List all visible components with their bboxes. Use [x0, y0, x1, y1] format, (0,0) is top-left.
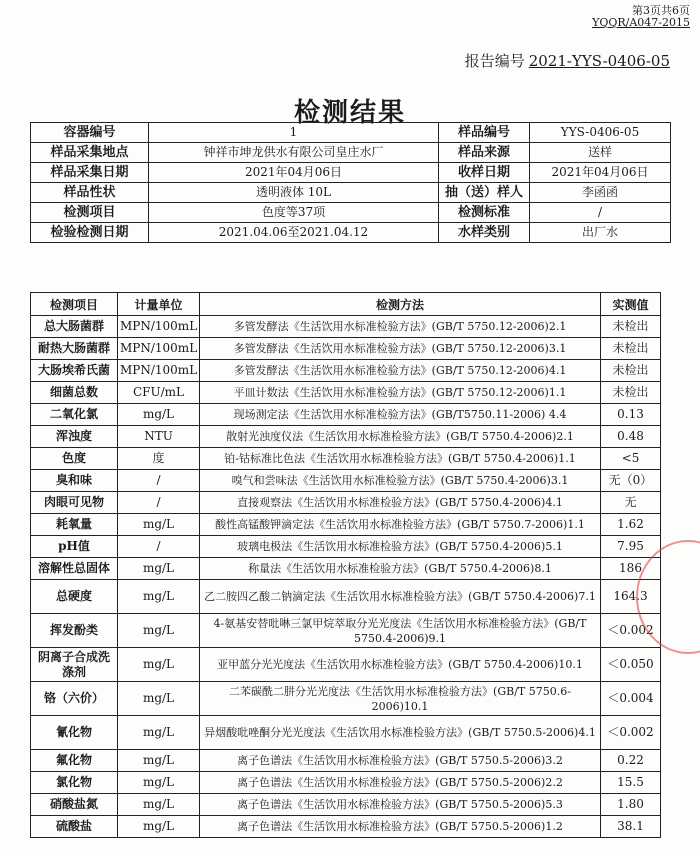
- method-cell: 多管发酵法《生活饮用水标准检验方法》(GB/T 5750.12-2006)4.1: [200, 360, 601, 382]
- info-value: 1: [149, 123, 439, 143]
- unit-cell: mg/L: [118, 580, 200, 614]
- method-cell: 乙二胺四乙酸二钠滴定法《生活饮用水标准检验方法》(GB/T 5750.4-2006)7.1: [200, 580, 601, 614]
- table-row: [31, 716, 661, 750]
- info-row: [31, 123, 671, 143]
- table-row: [31, 338, 661, 360]
- method-cell: 二苯碳酰二肼分光光度法《生活饮用水标准检验方法》(GB/T 5750.6-2006)10.1: [200, 682, 601, 716]
- test-item-cell: 耗氧量: [31, 514, 118, 536]
- table-row: [31, 580, 661, 614]
- unit-cell: mg/L: [118, 558, 200, 580]
- unit-cell: 度: [118, 448, 200, 470]
- method-cell: 离子色谱法《生活饮用水标准检验方法》(GB/T 5750.5-2006)5.3: [200, 794, 601, 816]
- value-cell: 未检出: [601, 316, 661, 338]
- info-label: 样品性状: [31, 183, 149, 203]
- method-cell: 异烟酸吡唑酮分光光度法《生活饮用水标准检验方法》(GB/T 5750.5-2006)4.1: [200, 716, 601, 750]
- value-cell: 164.3: [601, 580, 661, 614]
- info-value: 2021年04月06日: [530, 163, 671, 183]
- info-label: 收样日期: [439, 163, 530, 183]
- test-item-cell: 细菌总数: [31, 382, 118, 404]
- info-row: [31, 203, 671, 223]
- sample-info-table: [30, 122, 671, 243]
- unit-cell: mg/L: [118, 648, 200, 682]
- info-row: [31, 183, 671, 203]
- table-row: [31, 404, 661, 426]
- value-cell: 无（0）: [601, 470, 661, 492]
- method-cell: 离子色谱法《生活饮用水标准检验方法》(GB/T 5750.5-2006)2.2: [200, 772, 601, 794]
- table-row: [31, 558, 661, 580]
- table-row: [31, 492, 661, 514]
- table-row: [31, 514, 661, 536]
- info-row: [31, 163, 671, 183]
- unit-cell: MPN/100mL: [118, 360, 200, 382]
- info-value: YYS-0406-05: [530, 123, 671, 143]
- value-cell: 1.80: [601, 794, 661, 816]
- method-cell: 多管发酵法《生活饮用水标准检验方法》(GB/T 5750.12-2006)3.1: [200, 338, 601, 360]
- page-info: 第3页共6页: [632, 4, 690, 17]
- test-item-cell: 色度: [31, 448, 118, 470]
- unit-cell: mg/L: [118, 716, 200, 750]
- table-row: [31, 470, 661, 492]
- info-row: [31, 143, 671, 163]
- method-cell: 现场测定法《生活饮用水标准检验方法》(GB/T5750.11-2006) 4.4: [200, 404, 601, 426]
- test-item-cell: 肉眼可见物: [31, 492, 118, 514]
- value-cell: 38.1: [601, 816, 661, 838]
- test-item-cell: 挥发酚类: [31, 614, 118, 648]
- unit-cell: mg/L: [118, 514, 200, 536]
- test-item-cell: 耐热大肠菌群: [31, 338, 118, 360]
- page-title: 检测结果: [293, 98, 406, 128]
- column-header: 检测方法: [200, 293, 601, 316]
- info-value: /: [530, 203, 671, 223]
- value-cell: 0.22: [601, 750, 661, 772]
- unit-cell: CFU/mL: [118, 382, 200, 404]
- value-cell: ＜0.002: [601, 614, 661, 648]
- table-row: [31, 448, 661, 470]
- unit-cell: MPN/100mL: [118, 338, 200, 360]
- test-item-cell: 总大肠菌群: [31, 316, 118, 338]
- test-item-cell: pH值: [31, 536, 118, 558]
- unit-cell: NTU: [118, 426, 200, 448]
- test-item-cell: 溶解性总固体: [31, 558, 118, 580]
- test-item-cell: 氯化物: [31, 772, 118, 794]
- unit-cell: mg/L: [118, 614, 200, 648]
- value-cell: 未检出: [601, 382, 661, 404]
- table-row: [31, 536, 661, 558]
- info-value: 钟祥市坤龙供水有限公司皇庄水厂: [149, 143, 439, 163]
- test-item-cell: 铬（六价）: [31, 682, 118, 716]
- report-number: [465, 50, 670, 71]
- info-label: 样品采集日期: [31, 163, 149, 183]
- value-cell: 0.13: [601, 404, 661, 426]
- value-cell: 未检出: [601, 338, 661, 360]
- test-item-cell: 氟化物: [31, 750, 118, 772]
- unit-cell: mg/L: [118, 794, 200, 816]
- info-label: 检测项目: [31, 203, 149, 223]
- info-value: 出厂水: [530, 223, 671, 243]
- test-item-cell: 硫酸盐: [31, 816, 118, 838]
- unit-cell: mg/L: [118, 772, 200, 794]
- value-cell: 186: [601, 558, 661, 580]
- unit-cell: MPN/100mL: [118, 316, 200, 338]
- value-cell: 无: [601, 492, 661, 514]
- test-item-cell: 浑浊度: [31, 426, 118, 448]
- unit-cell: /: [118, 536, 200, 558]
- table-row: [31, 816, 661, 838]
- table-row: [31, 360, 661, 382]
- value-cell: ＜0.050: [601, 648, 661, 682]
- method-cell: 称量法《生活饮用水标准检验方法》(GB/T 5750.4-2006)8.1: [200, 558, 601, 580]
- document-code: YQQR/A047-2015: [592, 16, 690, 29]
- table-row: [31, 794, 661, 816]
- info-label: 检测标准: [439, 203, 530, 223]
- method-cell: 酸性高锰酸钾滴定法《生活饮用水标准检验方法》(GB/T 5750.7-2006)1.1: [200, 514, 601, 536]
- unit-cell: /: [118, 470, 200, 492]
- report-number-value: 2021-YYS-0406-05: [528, 52, 670, 70]
- method-cell: 散射光浊度仪法《生活饮用水标准检验方法》(GB/T 5750.4-2006)2.1: [200, 426, 601, 448]
- column-header: 实测值: [601, 293, 661, 316]
- method-cell: 离子色谱法《生活饮用水标准检验方法》(GB/T 5750.5-2006)3.2: [200, 750, 601, 772]
- info-label: 样品编号: [439, 123, 530, 143]
- info-value: 送样: [530, 143, 671, 163]
- table-row: [31, 316, 661, 338]
- info-value: 透明液体 10L: [149, 183, 439, 203]
- unit-cell: mg/L: [118, 404, 200, 426]
- table-row: [31, 614, 661, 648]
- method-cell: 平皿计数法《生活饮用水标准检验方法》(GB/T 5750.12-2006)1.1: [200, 382, 601, 404]
- value-cell: <5: [601, 448, 661, 470]
- column-header: 检测项目: [31, 293, 118, 316]
- results-header-row: [31, 293, 661, 316]
- table-row: [31, 682, 661, 716]
- unit-cell: mg/L: [118, 816, 200, 838]
- table-row: [31, 382, 661, 404]
- results-table: [30, 292, 661, 838]
- value-cell: 1.62: [601, 514, 661, 536]
- method-cell: 亚甲蓝分光光度法《生活饮用水标准检验方法》(GB/T 5750.4-2006)10.1: [200, 648, 601, 682]
- table-row: [31, 750, 661, 772]
- info-label: 水样类别: [439, 223, 530, 243]
- info-value: 色度等37项: [149, 203, 439, 223]
- method-cell: 直接观察法《生活饮用水标准检验方法》(GB/T 5750.4-2006)4.1: [200, 492, 601, 514]
- info-value: 2021.04.06至2021.04.12: [149, 223, 439, 243]
- method-cell: 多管发酵法《生活饮用水标准检验方法》(GB/T 5750.12-2006)2.1: [200, 316, 601, 338]
- table-row: [31, 426, 661, 448]
- unit-cell: /: [118, 492, 200, 514]
- method-cell: 玻璃电极法《生活饮用水标准检验方法》(GB/T 5750.4-2006)5.1: [200, 536, 601, 558]
- unit-cell: mg/L: [118, 750, 200, 772]
- test-item-cell: 臭和味: [31, 470, 118, 492]
- test-item-cell: 二氧化氯: [31, 404, 118, 426]
- test-item-cell: 大肠埃希氏菌: [31, 360, 118, 382]
- info-label: 样品来源: [439, 143, 530, 163]
- report-number-label: 报告编号: [464, 52, 525, 70]
- info-value: 2021年04月06日: [149, 163, 439, 183]
- value-cell: ＜0.004: [601, 682, 661, 716]
- value-cell: ＜0.002: [601, 716, 661, 750]
- method-cell: 4-氨基安替吡啉三氯甲烷萃取分光光度法《生活饮用水标准检验方法》(GB/T 5750.4-2006)9.1: [200, 614, 601, 648]
- value-cell: 0.48: [601, 426, 661, 448]
- info-label: 容器编号: [31, 123, 149, 143]
- info-label: 样品采集地点: [31, 143, 149, 163]
- table-row: [31, 648, 661, 682]
- test-item-cell: 阴离子合成洗涤剂: [31, 648, 118, 682]
- value-cell: 7.95: [601, 536, 661, 558]
- info-row: [31, 223, 671, 243]
- info-label: 检验检测日期: [31, 223, 149, 243]
- unit-cell: mg/L: [118, 682, 200, 716]
- value-cell: 未检出: [601, 360, 661, 382]
- test-item-cell: 氰化物: [31, 716, 118, 750]
- method-cell: 离子色谱法《生活饮用水标准检验方法》(GB/T 5750.5-2006)1.2: [200, 816, 601, 838]
- value-cell: 15.5: [601, 772, 661, 794]
- test-item-cell: 总硬度: [31, 580, 118, 614]
- method-cell: 铂-钴标准比色法《生活饮用水标准检验方法》(GB/T 5750.4-2006)1.1: [200, 448, 601, 470]
- test-item-cell: 硝酸盐氮: [31, 794, 118, 816]
- method-cell: 嗅气和尝味法《生活饮用水标准检验方法》(GB/T 5750.4-2006)3.1: [200, 470, 601, 492]
- table-row: [31, 772, 661, 794]
- column-header: 计量单位: [118, 293, 200, 316]
- info-value: 李函函: [530, 183, 671, 203]
- info-label: 抽（送）样人: [439, 183, 530, 203]
